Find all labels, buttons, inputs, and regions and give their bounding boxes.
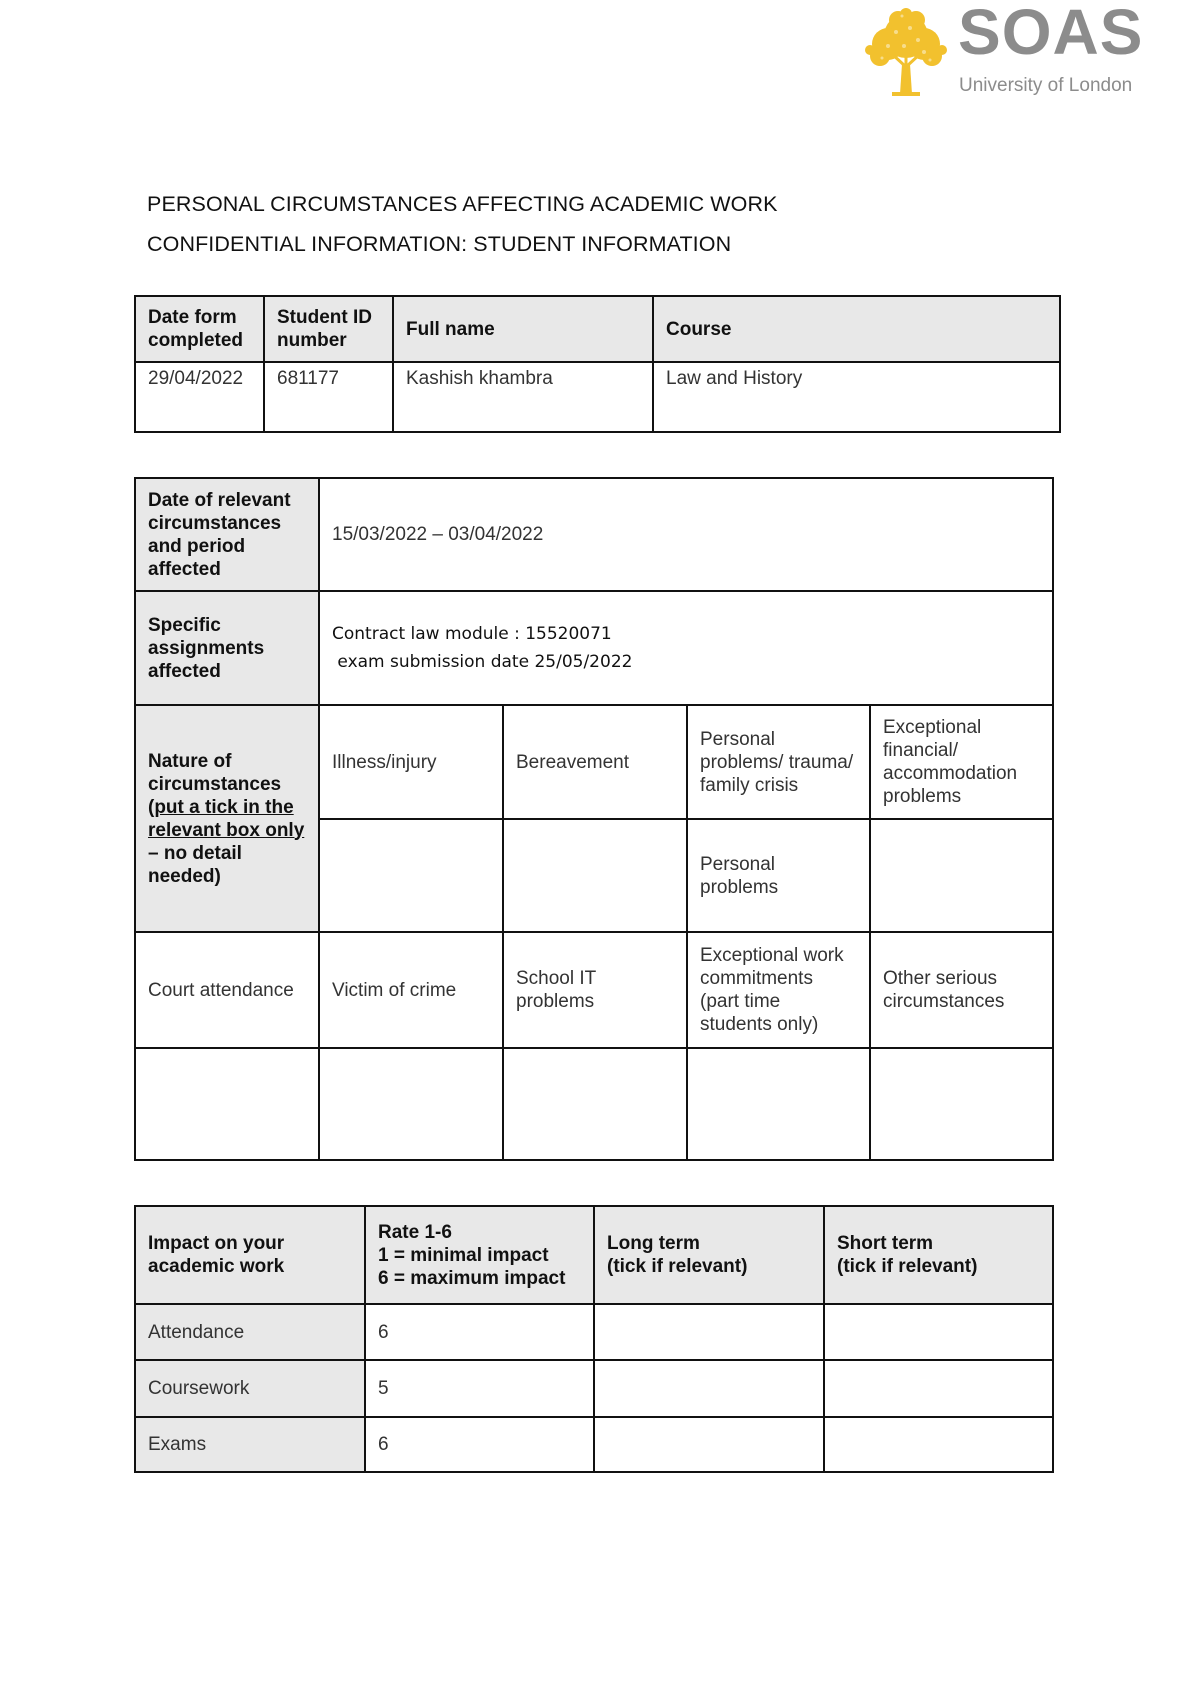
impact-row-label: Attendance bbox=[135, 1304, 365, 1360]
form-subtitle: CONFIDENTIAL INFORMATION: STUDENT INFORMATION bbox=[147, 232, 732, 256]
header-short-term-title: Short term bbox=[837, 1233, 934, 1254]
header-rate-min: 1 = minimal impact bbox=[378, 1244, 549, 1266]
date-completed-field[interactable]: 29/04/2022 bbox=[135, 362, 264, 432]
full-name-field[interactable]: Kashish khambra bbox=[393, 362, 653, 432]
tick-illness-injury[interactable] bbox=[319, 819, 503, 932]
tick-bereavement[interactable] bbox=[503, 819, 687, 932]
option-illness-injury: Illness/injury bbox=[319, 705, 503, 819]
header-rate-max: 6 = maximum impact bbox=[378, 1267, 566, 1289]
tick-court-attendance[interactable] bbox=[135, 1048, 319, 1160]
circumstances-table bbox=[134, 477, 1054, 1161]
nature-label-main: Nature of circumstances bbox=[148, 750, 282, 795]
assignments-label: Specific assignments affected bbox=[135, 591, 319, 705]
assignment-module-line: Contract law module : 15520071 bbox=[332, 624, 612, 644]
tick-victim-of-crime[interactable] bbox=[319, 1048, 503, 1160]
tick-other-circumstances[interactable] bbox=[870, 1048, 1053, 1160]
impact-row-label: Exams bbox=[135, 1417, 365, 1472]
tick-financial-problems[interactable] bbox=[870, 819, 1053, 932]
impact-rate-field[interactable]: 6 bbox=[365, 1304, 594, 1360]
header-full-name: Full name bbox=[393, 296, 653, 362]
tree-logo-icon bbox=[858, 6, 954, 102]
option-other-circumstances: Other serious circumstances bbox=[870, 932, 1053, 1048]
header-short-term-note: (tick if relevant) bbox=[837, 1256, 978, 1277]
date-period-field[interactable]: 15/03/2022 – 03/04/2022 bbox=[319, 478, 1053, 591]
header-rate bbox=[365, 1206, 594, 1304]
logo-subtitle: University of London bbox=[959, 75, 1133, 96]
header-long-term-note: (tick if relevant) bbox=[607, 1256, 748, 1277]
soas-logo bbox=[858, 0, 1158, 102]
option-court-attendance: Court attendance bbox=[135, 932, 319, 1048]
nature-label bbox=[135, 705, 319, 932]
student-info-table bbox=[134, 295, 1061, 433]
header-date-form-completed: Date form completed bbox=[135, 296, 264, 362]
impact-rate-field[interactable]: 6 bbox=[365, 1417, 594, 1472]
header-impact: Impact on your academic work bbox=[135, 1206, 365, 1304]
header-long-term-title: Long term bbox=[607, 1233, 700, 1254]
impact-long-term-tick[interactable] bbox=[594, 1360, 824, 1417]
logo-wordmark: SOAS bbox=[958, 0, 1144, 68]
impact-row-label: Coursework bbox=[135, 1360, 365, 1417]
impact-short-term-tick[interactable] bbox=[824, 1417, 1053, 1472]
impact-long-term-tick[interactable] bbox=[594, 1304, 824, 1360]
header-course: Course bbox=[653, 296, 1060, 362]
tick-school-it-problems[interactable] bbox=[503, 1048, 687, 1160]
assignment-date-line: exam submission date 25/05/2022 bbox=[332, 652, 633, 672]
header-rate-title: Rate 1-6 bbox=[378, 1221, 452, 1243]
impact-short-term-tick[interactable] bbox=[824, 1360, 1053, 1417]
header-long-term bbox=[594, 1206, 824, 1304]
course-field[interactable]: Law and History bbox=[653, 362, 1060, 432]
impact-table bbox=[134, 1205, 1054, 1473]
nature-label-instruction: (put a tick in the relevant box only bbox=[148, 796, 305, 841]
option-work-commitments: Exceptional work commitments (part time students only) bbox=[687, 932, 870, 1048]
header-short-term bbox=[824, 1206, 1053, 1304]
option-bereavement: Bereavement bbox=[503, 705, 687, 819]
impact-rate-field[interactable]: 5 bbox=[365, 1360, 594, 1417]
impact-short-term-tick[interactable] bbox=[824, 1304, 1053, 1360]
tick-work-commitments[interactable] bbox=[687, 1048, 870, 1160]
option-victim-of-crime: Victim of crime bbox=[319, 932, 503, 1048]
option-school-it-problems: School IT problems bbox=[503, 932, 687, 1048]
option-personal-problems: Personal problems/ trauma/ family crisis bbox=[687, 705, 870, 819]
option-financial-problems: Exceptional financial/ accommodation problems bbox=[870, 705, 1053, 819]
tick-personal-problems[interactable]: Personal problems bbox=[687, 819, 870, 932]
impact-long-term-tick[interactable] bbox=[594, 1417, 824, 1472]
nature-label-note: – no detail needed) bbox=[148, 842, 242, 887]
header-student-id: Student ID number bbox=[264, 296, 393, 362]
student-id-field[interactable]: 681177 bbox=[264, 362, 393, 432]
assignments-field[interactable] bbox=[319, 591, 1053, 705]
form-title: PERSONAL CIRCUMSTANCES AFFECTING ACADEMIC WORK bbox=[147, 192, 778, 216]
date-period-label: Date of relevant circumstances and period affected bbox=[135, 478, 319, 591]
